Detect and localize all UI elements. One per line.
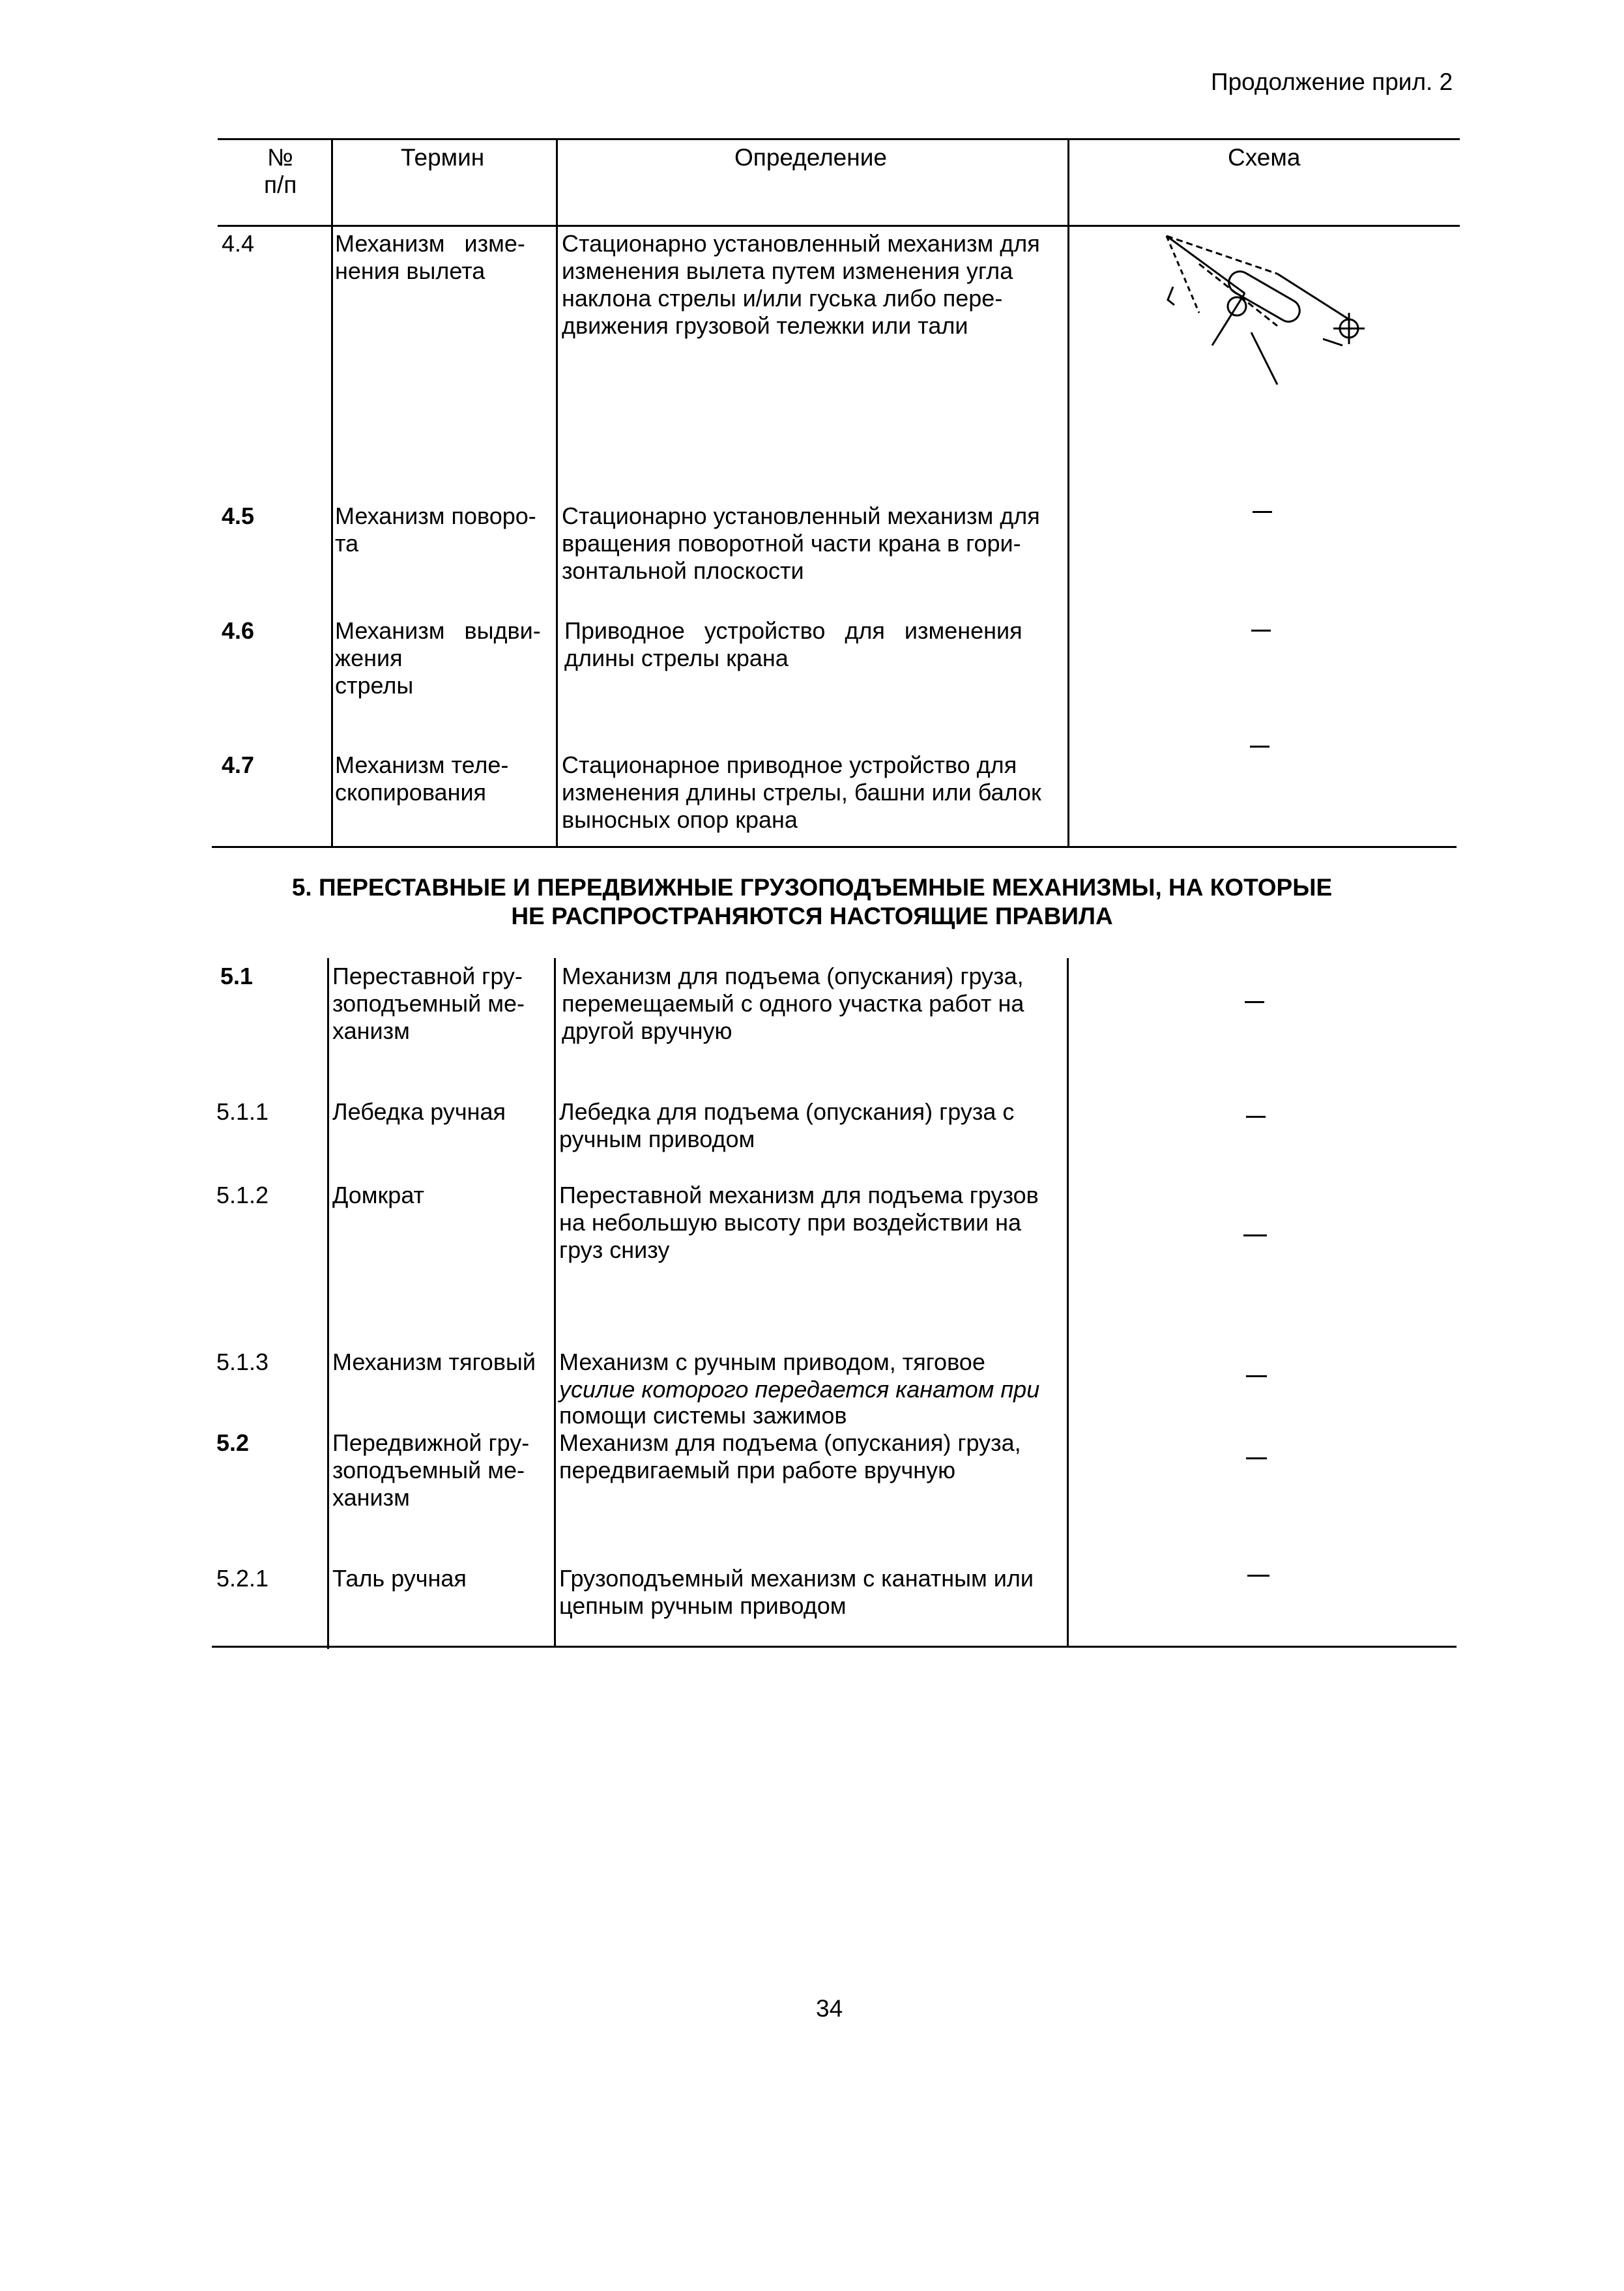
row-5-1-2-def-3: груз снизу [559, 1236, 670, 1263]
row-4-5-def-1: Стационарно установленный механизм для [562, 503, 1040, 529]
header-bottom-border [218, 225, 1460, 227]
page-number: 34 [816, 1995, 843, 2022]
row-5-2-def-2: передвигаемый при работе вручную [559, 1457, 956, 1483]
row-4-4-def-4: движения грузовой тележки или тали [562, 312, 968, 339]
row-5-2-scheme-dash [1246, 1457, 1267, 1459]
row-4-7-def-2: изменения длины стрелы, башни или балок [562, 779, 1041, 806]
row-4-4-num: 4.4 [222, 230, 255, 257]
row-5-2-1-def-2: цепным ручным приводом [559, 1592, 847, 1619]
row-5-2-term-2: зоподъемный ме- [332, 1457, 525, 1483]
row-4-7-num: 4.7 [222, 752, 255, 778]
column-divider-2b [554, 958, 556, 1648]
row-5-2-1-scheme-dash [1247, 1575, 1269, 1577]
row-5-1-1-def-2: ручным приводом [559, 1126, 755, 1152]
row-5-2-term-3: ханизм [332, 1484, 410, 1511]
row-5-1-3-term-1: Механизм тяговый [332, 1349, 536, 1375]
row-5-2-num: 5.2 [216, 1429, 250, 1456]
row-4-6-def-2: длины стрелы крана [564, 645, 789, 671]
row-5-1-3-num: 5.1.3 [216, 1349, 269, 1375]
row-5-1-3-def-1: Механизм с ручным приводом, тяговое [559, 1349, 985, 1375]
row-4-4-term-2: нения вылета [335, 257, 486, 284]
row-5-1-3-def-2: усилие которого передается канатом при [559, 1376, 1040, 1403]
luffing-mechanism-scheme [1147, 228, 1382, 398]
row-4-5-term-2: та [335, 530, 359, 557]
row-4-5-term-1: Механизм поворо- [335, 503, 536, 529]
row-4-7-def-3: выносных опор крана [562, 806, 798, 833]
row-4-6-term-2: жения [335, 645, 403, 671]
row-5-1-2-def-1: Переставной механизм для подъема грузов [559, 1182, 1039, 1208]
row-4-6-term-3: стрелы [335, 672, 414, 699]
row-5-1-1-scheme-dash [1246, 1116, 1266, 1118]
row-5-1-def-1: Механизм для подъема (опускания) груза, [562, 963, 1024, 989]
section-5-heading-line2: НЕ РАСПРОСТРАНЯЮТСЯ НАСТОЯЩИЕ ПРАВИЛА [511, 903, 1113, 929]
row-5-1-2-num: 5.1.2 [216, 1182, 269, 1208]
row-5-1-2-scheme-dash [1243, 1234, 1267, 1236]
row-4-4-def-3: наклона стрелы и/или гуська либо пере- [562, 285, 1003, 312]
row-5-2-term-1: Передвижной гру- [332, 1429, 530, 1456]
row-5-1-3-def-3: помощи системы зажимов [559, 1402, 847, 1429]
row-4-4-term-1: Механизм изме- [335, 230, 525, 257]
continuation-label: Продолжение прил. 2 [1211, 68, 1453, 95]
row-4-6-term-1: Механизм выдви- [335, 617, 541, 644]
header-definition: Определение [734, 144, 887, 171]
row-5-1-1-term-1: Лебедка ручная [332, 1098, 506, 1125]
row-5-2-def-1: Механизм для подъема (опускания) груза, [559, 1429, 1021, 1456]
row-5-1-term-1: Переставной гру- [332, 963, 523, 989]
section-5-heading-line1: 5. ПЕРЕСТАВНЫЕ И ПЕРЕДВИЖНЫЕ ГРУЗОПОДЪЕМНЫЕ МЕХАНИЗМЫ, НА КОТОРЫЕ [291, 874, 1333, 901]
column-divider-1b [327, 958, 329, 1649]
row-5-1-num: 5.1 [220, 963, 254, 989]
row-4-5-def-2: вращения поворотной части крана в гори- [562, 530, 1021, 557]
row-5-1-2-term-1: Домкрат [332, 1182, 425, 1208]
table-bottom-border [212, 846, 1457, 848]
row-4-5-num: 4.5 [222, 503, 255, 529]
column-divider-2 [556, 138, 558, 847]
row-5-2-1-term-1: Таль ручная [332, 1565, 467, 1592]
row-4-6-num: 4.6 [222, 617, 255, 644]
row-5-1-scheme-dash [1245, 1001, 1264, 1003]
row-5-1-2-def-2: на небольшую высоту при воздействии на [559, 1209, 1021, 1236]
table-2-bottom-border [212, 1646, 1457, 1648]
header-num-line1: № [267, 144, 293, 171]
row-4-7-term-1: Механизм теле- [335, 752, 509, 778]
row-4-7-term-2: скопирования [335, 779, 487, 806]
table-top-border [218, 138, 1460, 140]
row-4-5-def-3: зонтальной плоскости [562, 557, 804, 584]
row-5-2-1-def-1: Грузоподъемный механизм с канатным или [559, 1565, 1034, 1592]
row-5-2-1-num: 5.2.1 [216, 1565, 269, 1592]
row-5-1-term-2: зоподъемный ме- [332, 990, 525, 1017]
row-5-1-3-scheme-dash [1246, 1375, 1267, 1377]
row-4-6-def-1: Приводное устройство для изменения [564, 617, 1022, 644]
row-5-1-def-2: перемещаемый с одного участка работ на [562, 990, 1024, 1017]
header-num-line2: п/п [264, 171, 297, 198]
row-4-4-def-2: изменения вылета путем изменения угла [562, 257, 1013, 284]
row-4-6-scheme-dash [1251, 630, 1271, 632]
row-4-4-def-1: Стационарно установленный механизм для [562, 230, 1040, 257]
column-divider-3b [1067, 958, 1069, 1648]
header-term: Термин [401, 144, 485, 171]
column-divider-3 [1067, 138, 1069, 847]
row-4-7-def-1: Стационарное приводное устройство для [562, 752, 1017, 778]
row-5-1-term-3: ханизм [332, 1017, 410, 1044]
row-4-7-scheme-dash [1250, 746, 1269, 748]
row-5-1-1-num: 5.1.1 [216, 1098, 269, 1125]
row-5-1-def-3: другой вручную [562, 1017, 732, 1044]
row-4-5-scheme-dash [1253, 511, 1272, 513]
column-divider-1 [331, 138, 333, 847]
header-scheme: Схема [1228, 144, 1301, 171]
row-5-1-1-def-1: Лебедка для подъема (опускания) груза с [559, 1098, 1015, 1125]
